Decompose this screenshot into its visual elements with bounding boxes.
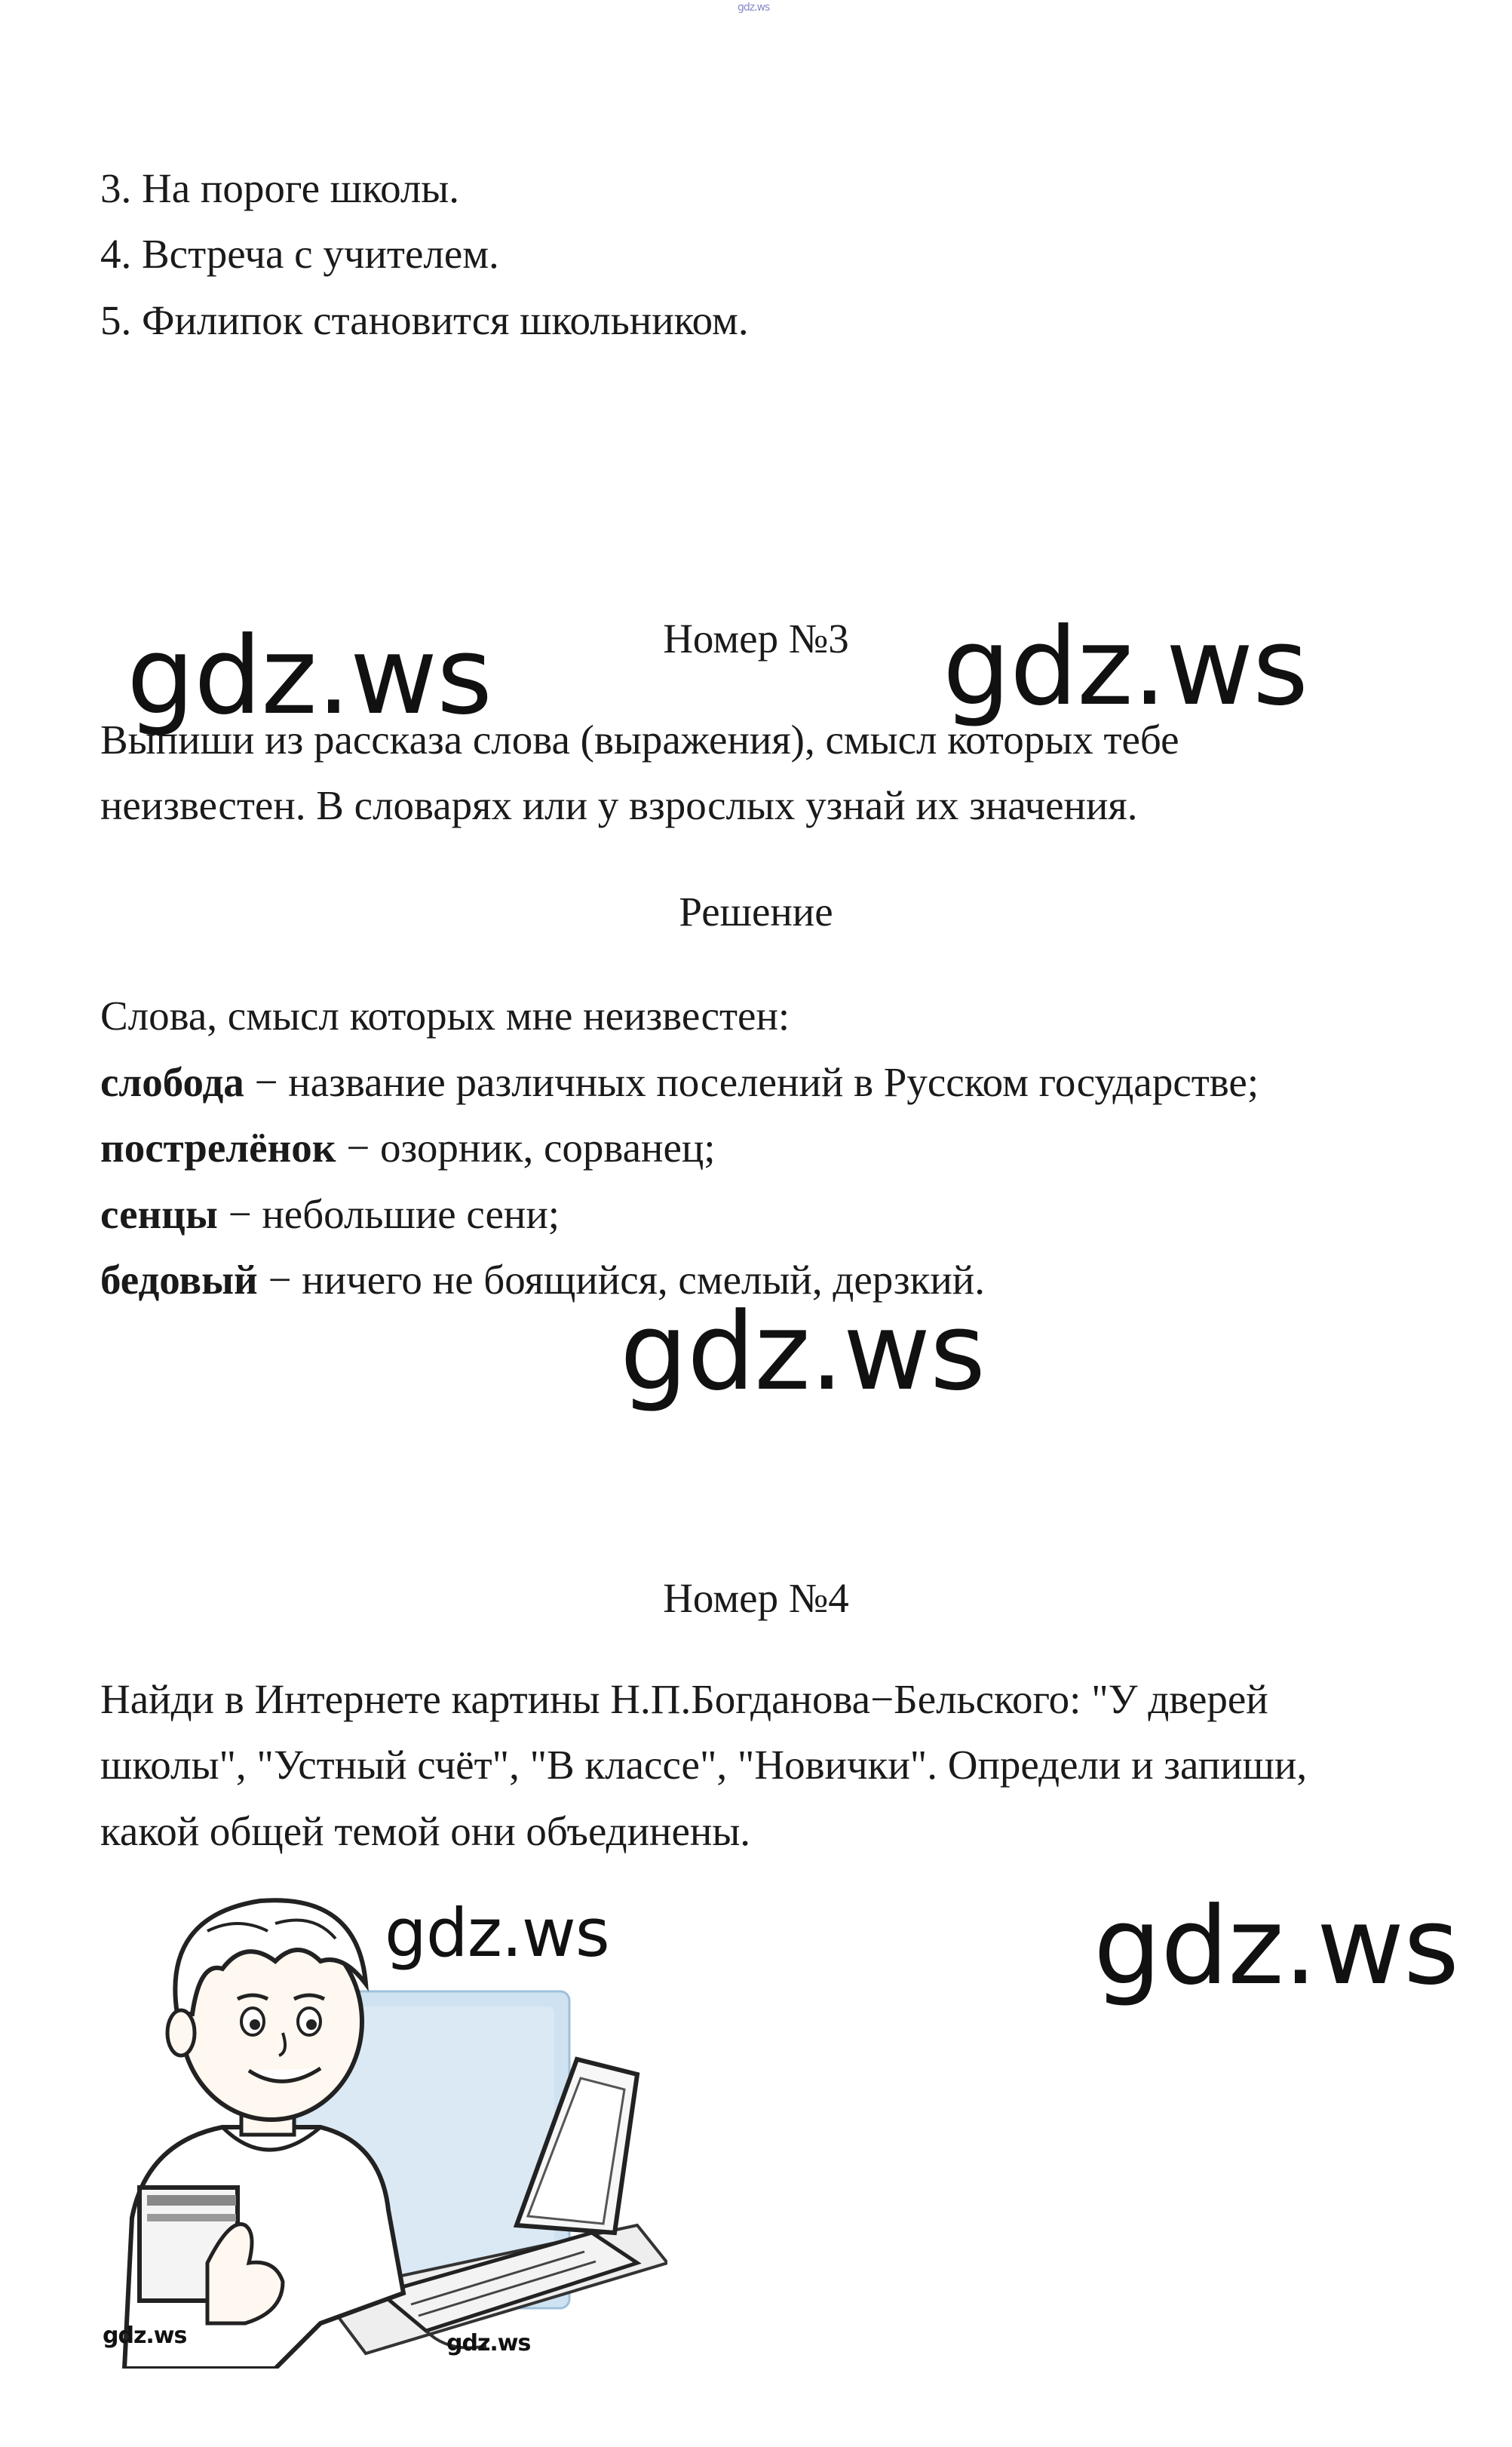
top-watermark: gdz.ws (738, 2, 770, 14)
task4-text-line2: школы", "Устный счёт", "В классе", "Новички". Определи и запиши, (100, 1742, 1308, 1788)
term: бедовый (100, 1257, 258, 1303)
task4-text-line3: какой общей темой они объединены. (100, 1808, 751, 1854)
list-item-5: 5. Филипок становится школьником. (100, 297, 749, 343)
term-row (100, 1056, 1259, 1109)
term-row (100, 1122, 716, 1174)
task3-heading: Номер №3 (663, 616, 849, 662)
task3-text-line2: неизвестен. В словарях или у взрослых узнай их значения. (100, 782, 1138, 828)
definition: − небольшие сени; (217, 1191, 560, 1237)
task3-text-line1: Выпиши из рассказа слова (выражения), смысл которых тебе (100, 717, 1179, 763)
watermark: gdz.ws (446, 2330, 531, 2356)
term: сенцы (100, 1191, 218, 1237)
solution-intro: Слова, смысл которых мне неизвестен: (100, 993, 790, 1039)
task4-heading: Номер №4 (663, 1575, 849, 1621)
task4-text-line1: Найди в Интернете картины Н.П.Богданова−Бельского: "У дверей (100, 1676, 1268, 1722)
definition: − название различных поселений в Русском государстве; (244, 1059, 1259, 1105)
watermark: gdz.ws (127, 614, 492, 738)
list-item-4: 4. Встреча с учителем. (100, 231, 499, 277)
watermark: gdz.ws (103, 2323, 187, 2349)
list-item-3: 3. На пороге школы. (100, 165, 460, 211)
watermark: gdz.ws (620, 1290, 986, 1414)
watermark: gdz.ws (385, 1894, 609, 1972)
term-row (100, 1188, 560, 1241)
watermark: gdz.ws (943, 605, 1308, 729)
definition: − озорник, сорванец; (336, 1125, 716, 1171)
solution-heading: Решение (679, 889, 833, 935)
watermark: gdz.ws (1093, 1884, 1459, 2009)
definition: − ничего не боящийся, смелый, дерзкий. (257, 1257, 985, 1303)
term: пострелёнок (100, 1125, 336, 1171)
term: слобода (100, 1059, 244, 1105)
